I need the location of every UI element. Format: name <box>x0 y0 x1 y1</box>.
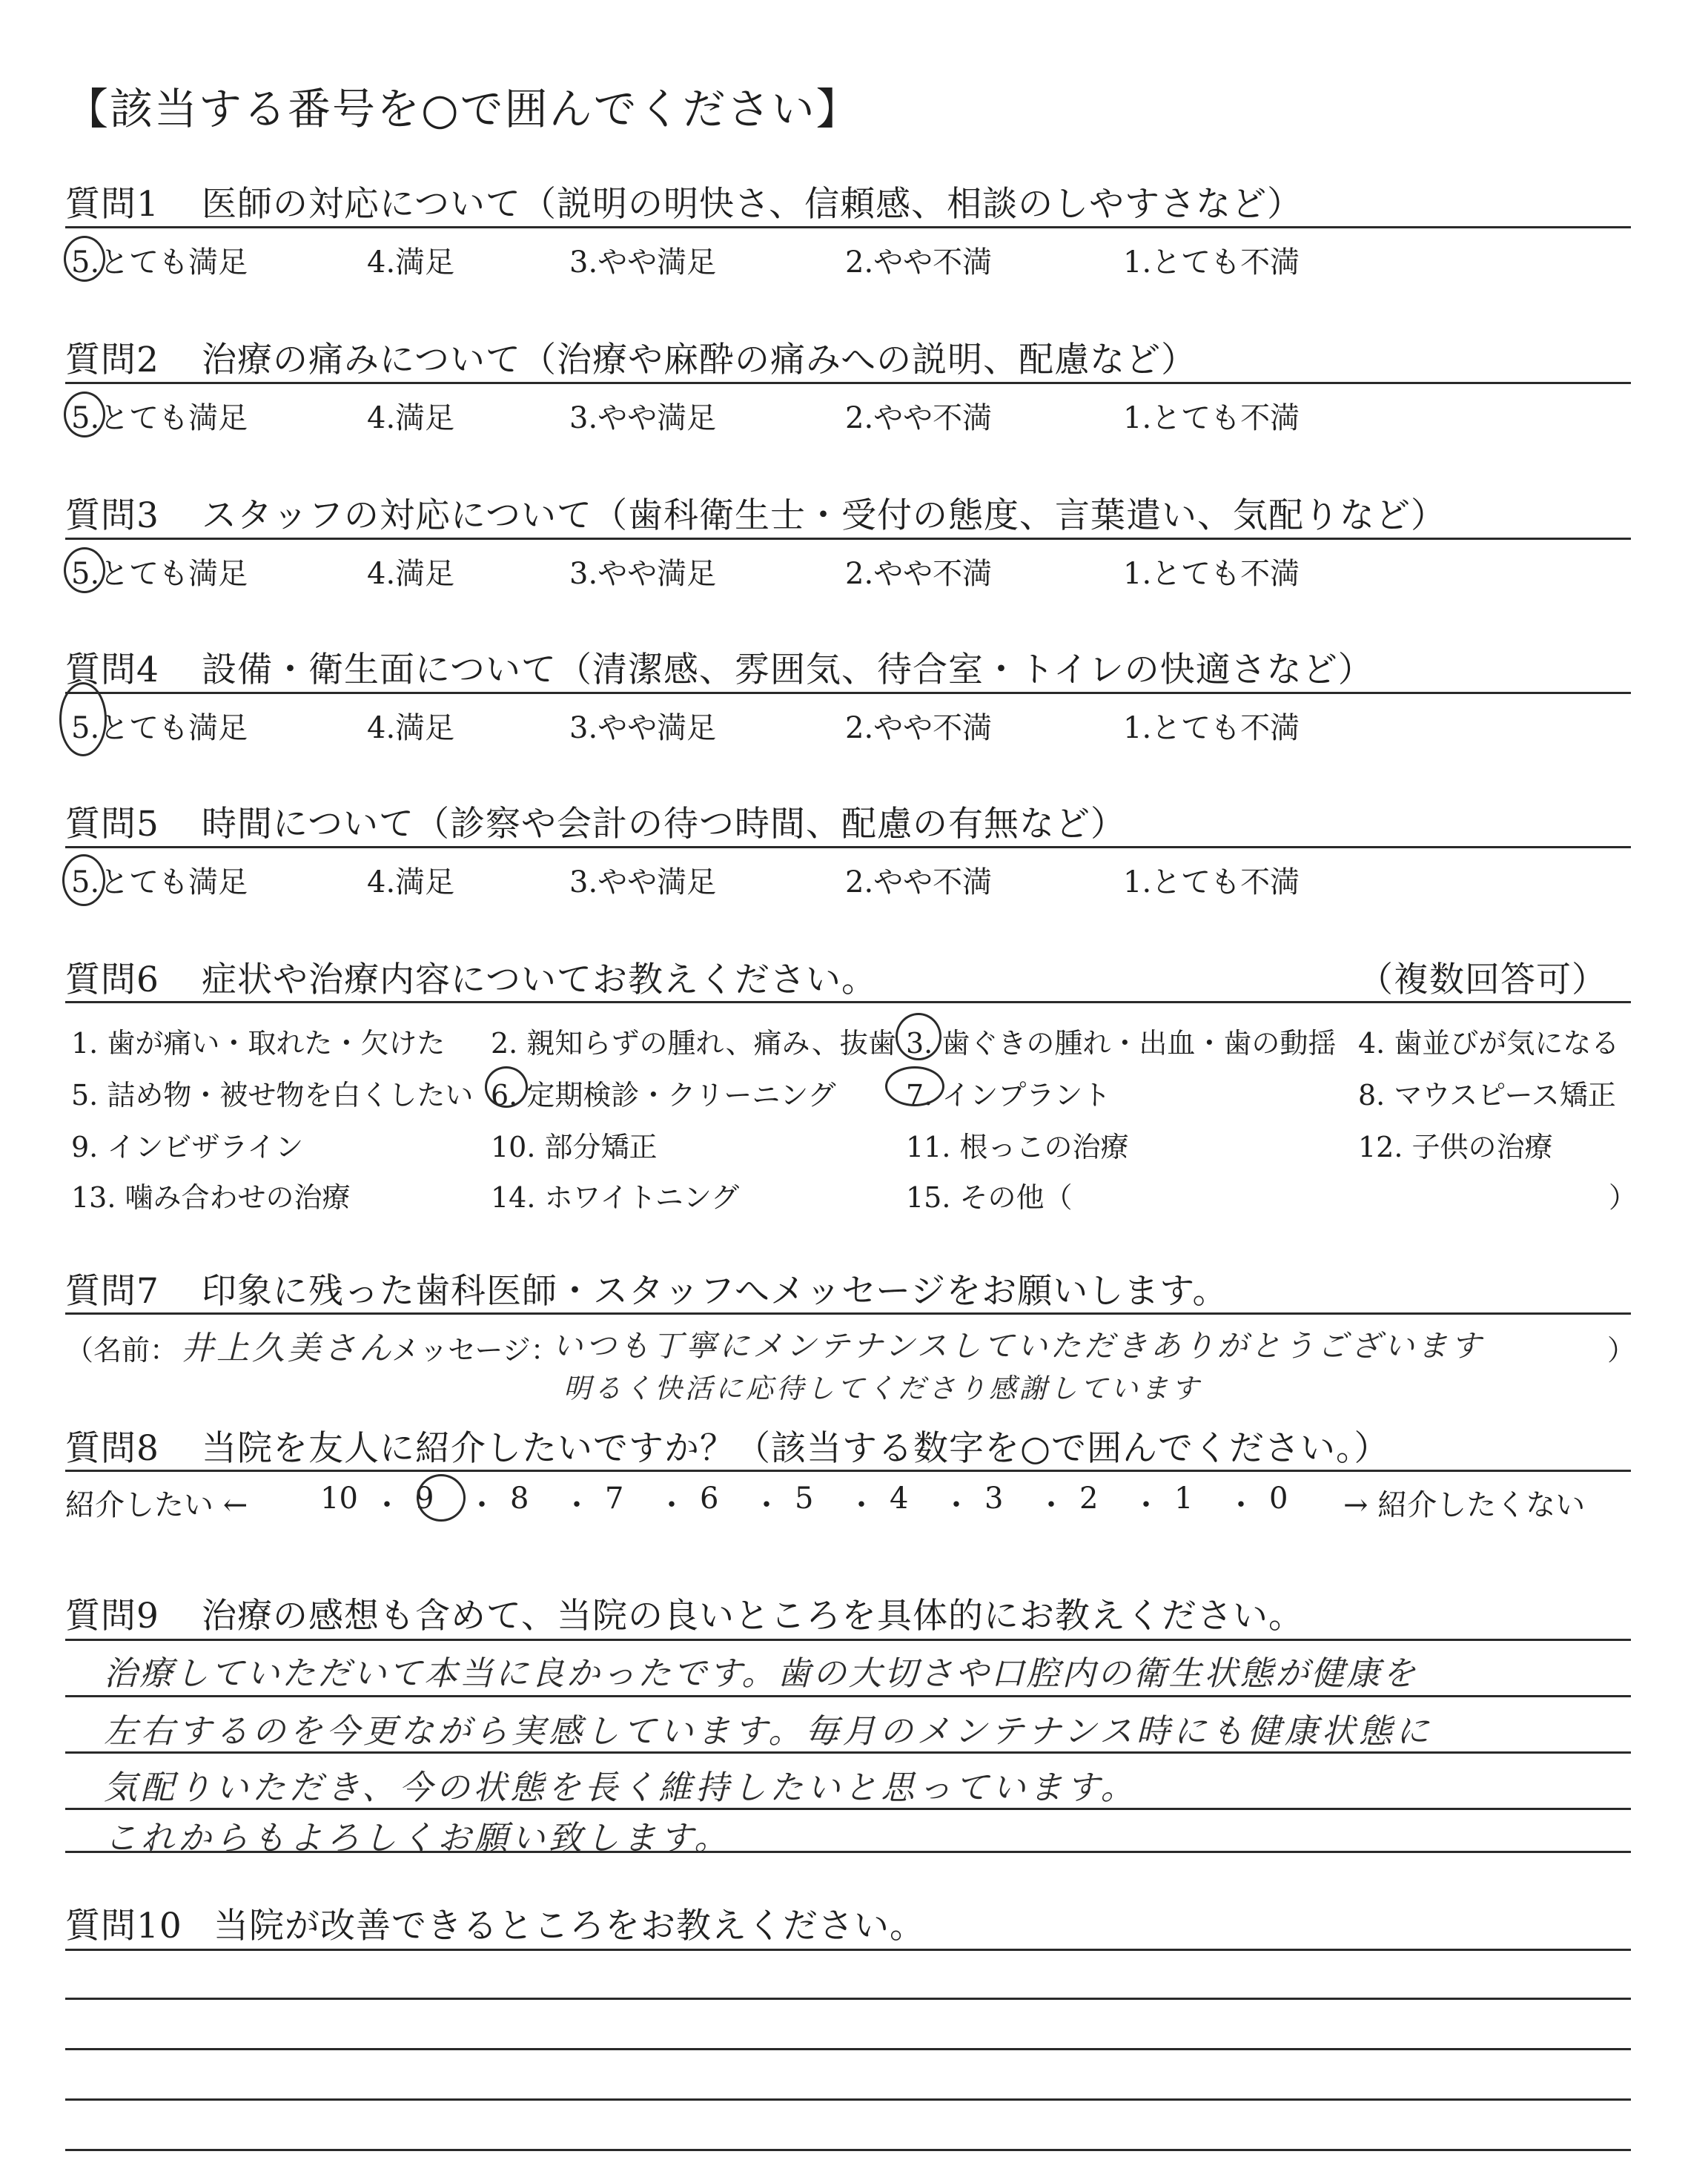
question-1-rule <box>65 226 1631 228</box>
handwritten-name: 井上久美さん <box>181 1330 394 1367</box>
selection-circle <box>62 854 105 906</box>
handwritten-answer-line-3: 気配りいただき、今の状態を長く維持したいと思っています。 <box>104 1768 1138 1807</box>
question-8-label: 質問8 <box>65 1428 159 1469</box>
scale-number-7[interactable]: 7 <box>605 1482 624 1516</box>
other-close-paren: ） <box>1609 1181 1638 1214</box>
scale-number-6[interactable]: 6 <box>700 1482 719 1516</box>
question-9-text: 治療の感想も含めて、当院の良いところを具体的にお教えください。 <box>202 1596 1305 1636</box>
option-3[interactable]: 3.やや満足 <box>569 711 717 745</box>
question-7-label: 質問7 <box>65 1271 159 1312</box>
question-4-rule <box>65 692 1631 694</box>
handwritten-message-line-1: いつも丁寧にメンテナンスしていただきありがとうございます <box>552 1328 1484 1364</box>
scale-separator-dot: ・ <box>1036 1488 1066 1522</box>
question-8-text: 当院を友人に紹介したいですか？（該当する数字を○で囲んでください。） <box>202 1428 1390 1469</box>
option-5[interactable]: 5.とても満足 <box>71 557 248 591</box>
scale-separator-dot: ・ <box>941 1488 971 1522</box>
answer-line <box>65 1695 1631 1697</box>
scale-number-0[interactable]: 0 <box>1269 1482 1288 1516</box>
selection-circle <box>485 1066 528 1108</box>
symptom-item[interactable]: 3. 歯ぐきの腫れ・出血・歯の動揺 <box>906 1027 1337 1060</box>
option-3[interactable]: 3.やや満足 <box>569 557 717 591</box>
scale-separator-dot: ・ <box>467 1488 497 1522</box>
question-3-rule <box>65 538 1631 540</box>
handwritten-answer-line-1: 治療していただいて本当に良かったです。歯の大切さや口腔内の衛生状態が健康を <box>104 1654 1418 1693</box>
symptom-item[interactable]: 14. ホワイトニング <box>491 1181 740 1214</box>
option-4[interactable]: 4.満足 <box>367 865 455 899</box>
option-5[interactable]: 5.とても満足 <box>71 401 248 435</box>
symptom-item[interactable]: 12. 子供の治療 <box>1358 1131 1553 1163</box>
question-1-text: 医師の対応について（説明の明快さ、信頼感、相談のしやすさなど） <box>202 184 1303 225</box>
answer-line <box>65 1998 1631 2000</box>
selection-circle <box>885 1066 944 1106</box>
answer-line <box>65 2098 1631 2101</box>
option-4[interactable]: 4.満足 <box>367 245 455 280</box>
option-2[interactable]: 2.やや不満 <box>845 865 993 899</box>
symptom-item[interactable]: 7. インプラント <box>906 1079 1111 1112</box>
symptom-item[interactable]: 9. インビザライン <box>71 1131 304 1163</box>
selection-circle <box>64 547 105 593</box>
option-2[interactable]: 2.やや不満 <box>845 401 993 435</box>
symptom-item[interactable]: 1. 歯が痛い・取れた・欠けた <box>71 1027 446 1060</box>
question-2-text: 治療の痛みについて（治療や麻酔の痛みへの説明、配慮など） <box>202 340 1197 380</box>
message-prefix: メッセージ： <box>391 1334 559 1367</box>
selection-circle <box>896 1013 941 1060</box>
symptom-item[interactable]: 11. 根っこの治療 <box>906 1131 1129 1163</box>
scale-separator-dot: ・ <box>752 1488 781 1522</box>
question-5-label: 質問5 <box>65 804 159 845</box>
scale-number-4[interactable]: 4 <box>890 1482 909 1516</box>
question-2-rule <box>65 382 1631 384</box>
question-7-rule <box>65 1312 1631 1315</box>
option-1[interactable]: 1.とても不満 <box>1123 245 1300 280</box>
option-4[interactable]: 4.満足 <box>367 711 455 745</box>
question-2-label: 質問2 <box>65 340 159 380</box>
scale-separator-dot: ・ <box>562 1488 592 1522</box>
symptom-item[interactable]: 10. 部分矯正 <box>491 1131 658 1163</box>
scale-separator-dot: ・ <box>372 1488 402 1522</box>
scale-separator-dot: ・ <box>657 1488 686 1522</box>
question-10-label: 質問10 <box>65 1906 182 1946</box>
option-5[interactable]: 5.とても満足 <box>71 865 248 899</box>
scale-number-3[interactable]: 3 <box>984 1482 1004 1516</box>
option-3[interactable]: 3.やや満足 <box>569 245 717 280</box>
question-6-text: 症状や治療内容についてお教えください。 <box>202 960 878 1000</box>
option-2[interactable]: 2.やや不満 <box>845 245 993 280</box>
selection-circle <box>59 682 107 756</box>
option-3[interactable]: 3.やや満足 <box>569 865 717 899</box>
scale-number-1[interactable]: 1 <box>1174 1482 1194 1516</box>
selection-circle <box>64 392 105 437</box>
symptom-item[interactable]: 13. 噛み合わせの治療 <box>71 1181 351 1214</box>
scale-separator-dot: ・ <box>1131 1488 1161 1522</box>
option-1[interactable]: 1.とても不満 <box>1123 557 1300 591</box>
symptom-item[interactable]: 8. マウスピース矯正 <box>1358 1079 1616 1112</box>
handwritten-answer-line-2: 左右するのを今更ながら実感しています。毎月のメンテナンス時にも健康状態に <box>104 1711 1433 1751</box>
recommend-left-label: 紹介したい ← <box>65 1488 248 1522</box>
scale-separator-dot: ・ <box>1226 1488 1256 1522</box>
option-1[interactable]: 1.とても不満 <box>1123 865 1300 899</box>
question-8-rule <box>65 1470 1631 1472</box>
form-title: 【該当する番号を○で囲んでください】 <box>65 84 861 134</box>
selection-circle <box>64 236 105 282</box>
scale-separator-dot: ・ <box>847 1488 876 1522</box>
option-2[interactable]: 2.やや不満 <box>845 557 993 591</box>
question-7-text: 印象に残った歯科医師・スタッフへメッセージをお願いします。 <box>202 1271 1228 1312</box>
message-close-paren: ） <box>1607 1334 1636 1367</box>
symptom-item[interactable]: 4. 歯並びが気になる <box>1358 1027 1620 1060</box>
question-10-text: 当院が改善できるところをお教えください。 <box>214 1906 925 1946</box>
option-5[interactable]: 5.とても満足 <box>71 245 248 280</box>
question-5-rule <box>65 846 1631 848</box>
handwritten-answer-line-4: これからもよろしくお願い致します。 <box>104 1818 732 1857</box>
option-4[interactable]: 4.満足 <box>367 557 455 591</box>
option-5[interactable]: 5.とても満足 <box>71 711 248 745</box>
question-5-text: 時間について（診察や会計の待つ時間、配慮の有無など） <box>202 804 1127 845</box>
handwritten-message-line-2: 明るく快活に応待してくださり感謝しています <box>563 1373 1202 1404</box>
answer-line <box>65 1639 1631 1641</box>
answer-line <box>65 2048 1631 2050</box>
question-4-label: 質問4 <box>65 650 159 690</box>
answer-line <box>65 1949 1631 1951</box>
question-4-text: 設備・衛生面について（清潔感、雰囲気、待合室・トイレの快適さなど） <box>202 650 1374 690</box>
symptom-item[interactable]: 2. 親知らずの腫れ、痛み、抜歯 <box>491 1027 896 1060</box>
question-1-label: 質問1 <box>65 184 159 225</box>
multiple-answers-note: （複数回答可） <box>1358 960 1607 1000</box>
option-4[interactable]: 4.満足 <box>367 401 455 435</box>
answer-line <box>65 2149 1631 2151</box>
recommend-right-label: → 紹介したくない <box>1343 1488 1586 1522</box>
question-6-label: 質問6 <box>65 960 159 1000</box>
selection-circle <box>417 1474 466 1522</box>
question-3-text: スタッフの対応について（歯科衛生士・受付の態度、言葉遣い、気配りなど） <box>202 495 1447 536</box>
option-3[interactable]: 3.やや満足 <box>569 401 717 435</box>
name-prefix: （名前： <box>65 1334 179 1367</box>
option-1[interactable]: 1.とても不満 <box>1123 401 1300 435</box>
symptom-item[interactable]: 5. 詰め物・被せ物を白くしたい <box>71 1079 474 1112</box>
question-6-rule <box>65 1001 1631 1003</box>
option-1[interactable]: 1.とても不満 <box>1123 711 1300 745</box>
symptom-item[interactable]: 15. その他（ <box>906 1181 1073 1214</box>
symptom-item[interactable]: 6. 定期検診・クリーニング <box>491 1079 836 1112</box>
scale-number-5[interactable]: 5 <box>795 1482 814 1516</box>
scale-number-8[interactable]: 8 <box>510 1482 529 1516</box>
scale-number-2[interactable]: 2 <box>1079 1482 1099 1516</box>
option-2[interactable]: 2.やや不満 <box>845 711 993 745</box>
question-9-label: 質問9 <box>65 1596 159 1636</box>
scale-number-9[interactable]: 9 <box>415 1482 434 1516</box>
scale-number-10[interactable]: 10 <box>320 1482 358 1516</box>
question-3-label: 質問3 <box>65 495 159 536</box>
